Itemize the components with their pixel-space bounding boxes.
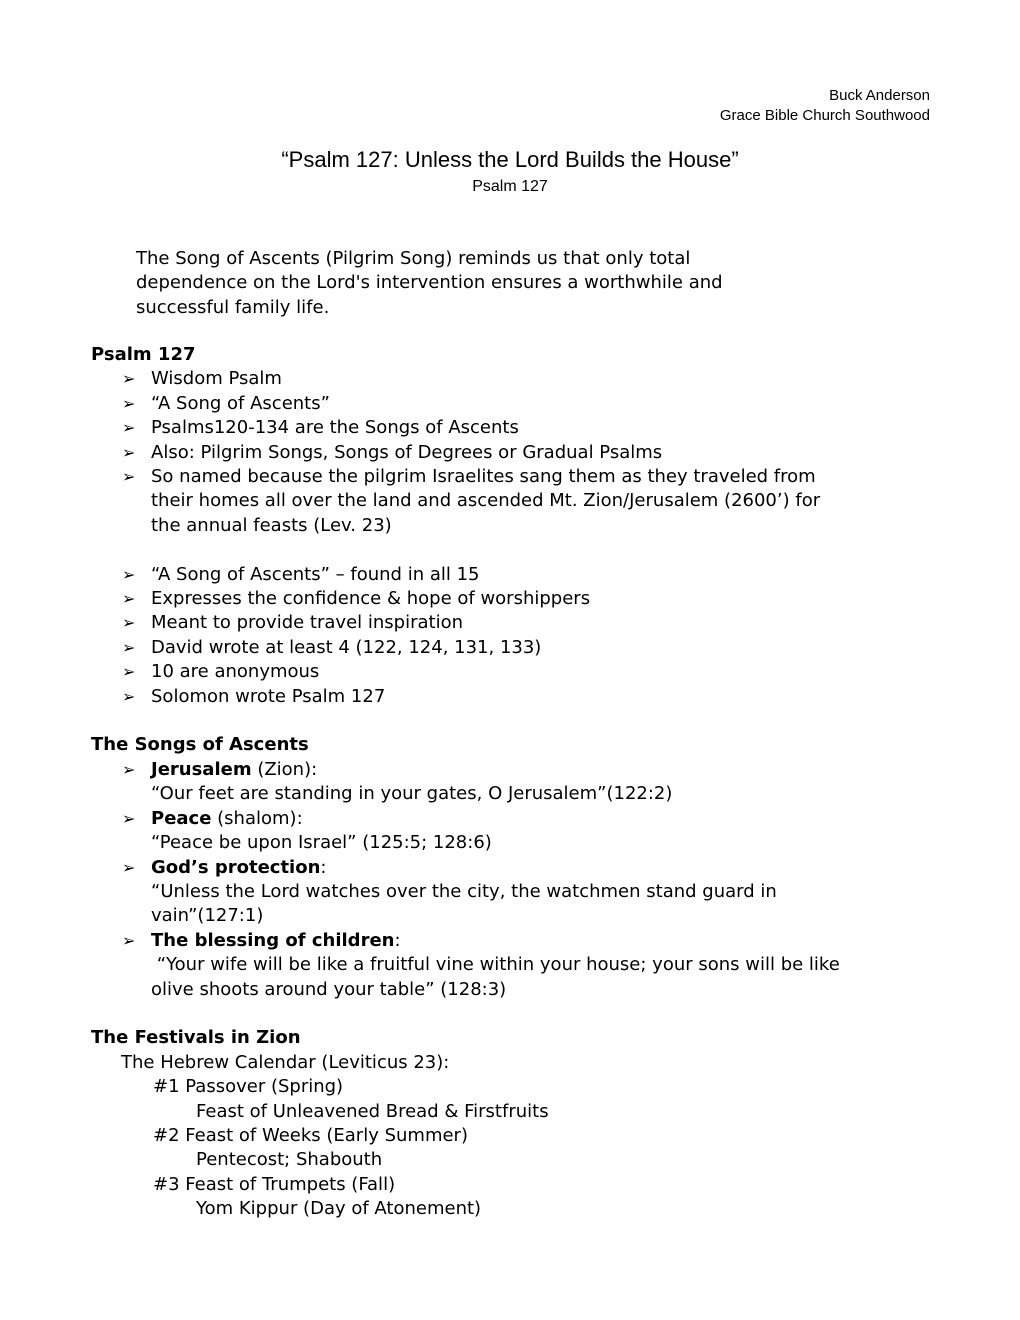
section-heading-songs-of-ascents: The Songs of Ascents [91, 734, 309, 756]
arrowhead-bullet-icon: ➢ [122, 564, 136, 584]
arrowhead-bullet-icon: ➢ [122, 759, 136, 779]
list-item: ➢ Psalms120-134 are the Songs of Ascents [91, 416, 951, 440]
sermon-subtitle: Psalm 127 [472, 178, 548, 195]
list-item: ➢ “A Song of Ascents” [91, 392, 951, 416]
arrowhead-bullet-icon: ➢ [122, 418, 136, 438]
term: The blessing of children [151, 929, 395, 951]
festival-detail: Feast of Unleavened Bread & Firstfruits [196, 1100, 549, 1122]
arrowhead-bullet-icon: ➢ [122, 930, 136, 950]
songs-of-ascents-list [91, 758, 951, 1002]
sermon-title: “Psalm 127: Unless the Lord Builds the House” [281, 147, 739, 172]
section-heading-festivals: The Festivals in Zion [91, 1027, 301, 1049]
list-item: ➢ 10 are anonymous [91, 660, 951, 684]
list-item: ➢ Expresses the confidence & hope of worshippers [91, 587, 951, 611]
list-item: ➢ Meant to provide travel inspiration [91, 611, 951, 635]
arrowhead-bullet-icon: ➢ [122, 613, 136, 633]
list-item: ➢ The blessing of children: “Your wife will be like a fruitful vine within your house; your sons will be like olive shoots around your table” (128:3) [91, 929, 951, 1002]
arrowhead-bullet-icon: ➢ [122, 857, 136, 877]
quote-line: vain”(127:1) [151, 905, 264, 927]
arrowhead-bullet-icon: ➢ [122, 442, 136, 462]
psalm-127-list-2 [91, 563, 951, 709]
festival-name: #3 Feast of Trumpets (Fall) [153, 1173, 396, 1195]
term: Peace [151, 807, 212, 829]
calendar-label: The Hebrew Calendar (Leviticus 23): [121, 1051, 450, 1073]
list-item: ➢ God’s protection: “Unless the Lord watches over the city, the watchmen stand guard in vain”(127:1) [91, 856, 951, 929]
notes-content [91, 343, 951, 1222]
quote-line: “Peace be upon Israel” (125:5; 128:6) [151, 832, 492, 854]
list-item: ➢ Wisdom Psalm [91, 367, 951, 391]
arrowhead-bullet-icon: ➢ [122, 686, 136, 706]
spacer [91, 709, 951, 733]
psalm-127-list [91, 367, 951, 538]
intro-line: The Song of Ascents (Pilgrim Song) reminds us that only total [136, 248, 691, 269]
intro-line: dependence on the Lord's intervention ensures a worthwhile and [136, 272, 723, 294]
term: Jerusalem [151, 758, 252, 780]
arrowhead-bullet-icon: ➢ [122, 808, 136, 828]
quote-line: olive shoots around your table” (128:3) [151, 978, 507, 1000]
intro-line: successful family life. [136, 296, 330, 318]
arrowhead-bullet-icon: ➢ [122, 467, 136, 487]
author-name: Buck Anderson [829, 87, 930, 104]
list-item: ➢ “A Song of Ascents” – found in all 15 [91, 563, 951, 587]
arrowhead-bullet-icon: ➢ [122, 369, 136, 389]
quote-line: “Unless the Lord watches over the city, the watchmen stand guard in [151, 880, 777, 902]
spacer [91, 538, 951, 562]
arrowhead-bullet-icon: ➢ [122, 662, 136, 682]
festival-name: #1 Passover (Spring) [153, 1076, 344, 1098]
arrowhead-bullet-icon: ➢ [122, 637, 136, 657]
festival-name: #2 Feast of Weeks (Early Summer) [153, 1124, 468, 1146]
quote-line: “Our feet are standing in your gates, O Jerusalem”(122:2) [151, 783, 673, 805]
list-item: ➢ Jerusalem (Zion): “Our feet are standing in your gates, O Jerusalem”(122:2) [91, 758, 951, 807]
quote-line: “Your wife will be like a fruitful vine within your house; your sons will be like [151, 954, 840, 976]
spacer [91, 1002, 951, 1026]
church-name: Grace Bible Church Southwood [719, 107, 930, 124]
list-item: ➢ Peace (shalom): “Peace be upon Israel” (125:5; 128:6) [91, 807, 951, 856]
arrowhead-bullet-icon: ➢ [122, 589, 136, 609]
festival-detail: Pentecost; Shabouth [196, 1149, 383, 1171]
festival-detail: Yom Kippur (Day of Atonement) [196, 1198, 482, 1220]
arrowhead-bullet-icon: ➢ [122, 393, 136, 413]
page-header [720, 86, 930, 126]
section-heading-psalm-127: Psalm 127 [91, 344, 196, 365]
list-item: ➢ David wrote at least 4 (122, 124, 131, 133) [91, 636, 951, 660]
list-item: ➢ Solomon wrote Psalm 127 [91, 685, 951, 709]
list-item: ➢ Also: Pilgrim Songs, Songs of Degrees or Gradual Psalms [91, 441, 951, 465]
intro-paragraph [136, 247, 836, 320]
list-item: ➢ So named because the pilgrim Israelites sang them as they traveled from their homes all over the land and ascended Mt. Zion/Jerusalem (2600’) for the annual feasts (Lev. 23) [122, 466, 821, 536]
term: God’s protection [151, 856, 321, 878]
